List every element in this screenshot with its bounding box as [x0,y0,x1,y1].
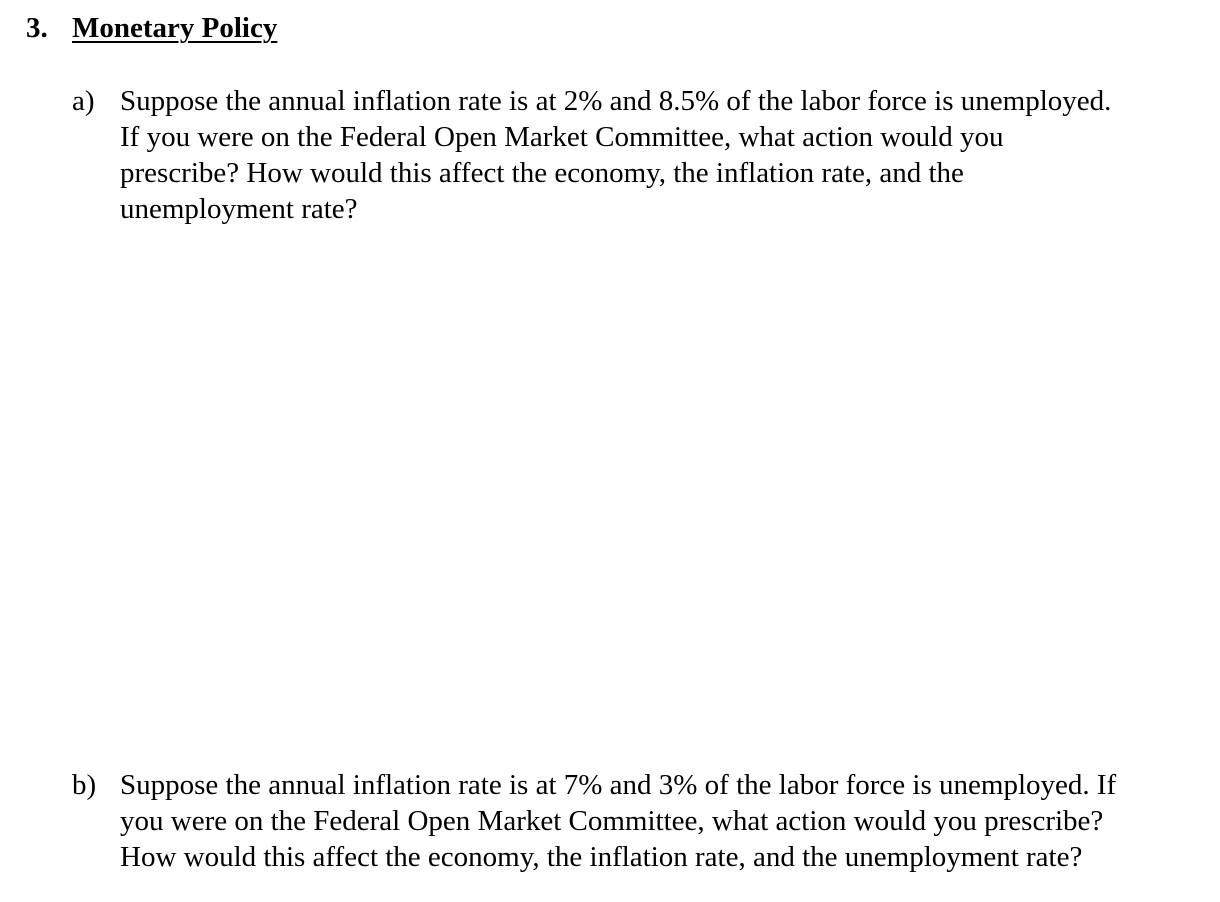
question-a-text: Suppose the annual inflation rate is at 2% and 8.5% of the labor force is unemployed. If you were on the Federal Open Market Committee, what action would you prescribe? How would this affect the economy, the inflation rate, and the unemployment rate? [120,85,1112,225]
question-b-marker: b) [72,769,97,801]
question-a [72,83,1212,227]
question-b-text: Suppose the annual inflation rate is at 7% and 3% of the labor force is unemployed. If you were on the Federal Open Market Committee, what action would you prescribe? How would this affect the economy, the inflation rate, and the unemployment rate? [120,769,1117,873]
section-title: Monetary Policy [72,12,278,44]
section-number: 3. [26,12,48,44]
question-b [72,767,1212,875]
section-heading [26,10,277,46]
question-a-marker: a) [72,85,95,117]
